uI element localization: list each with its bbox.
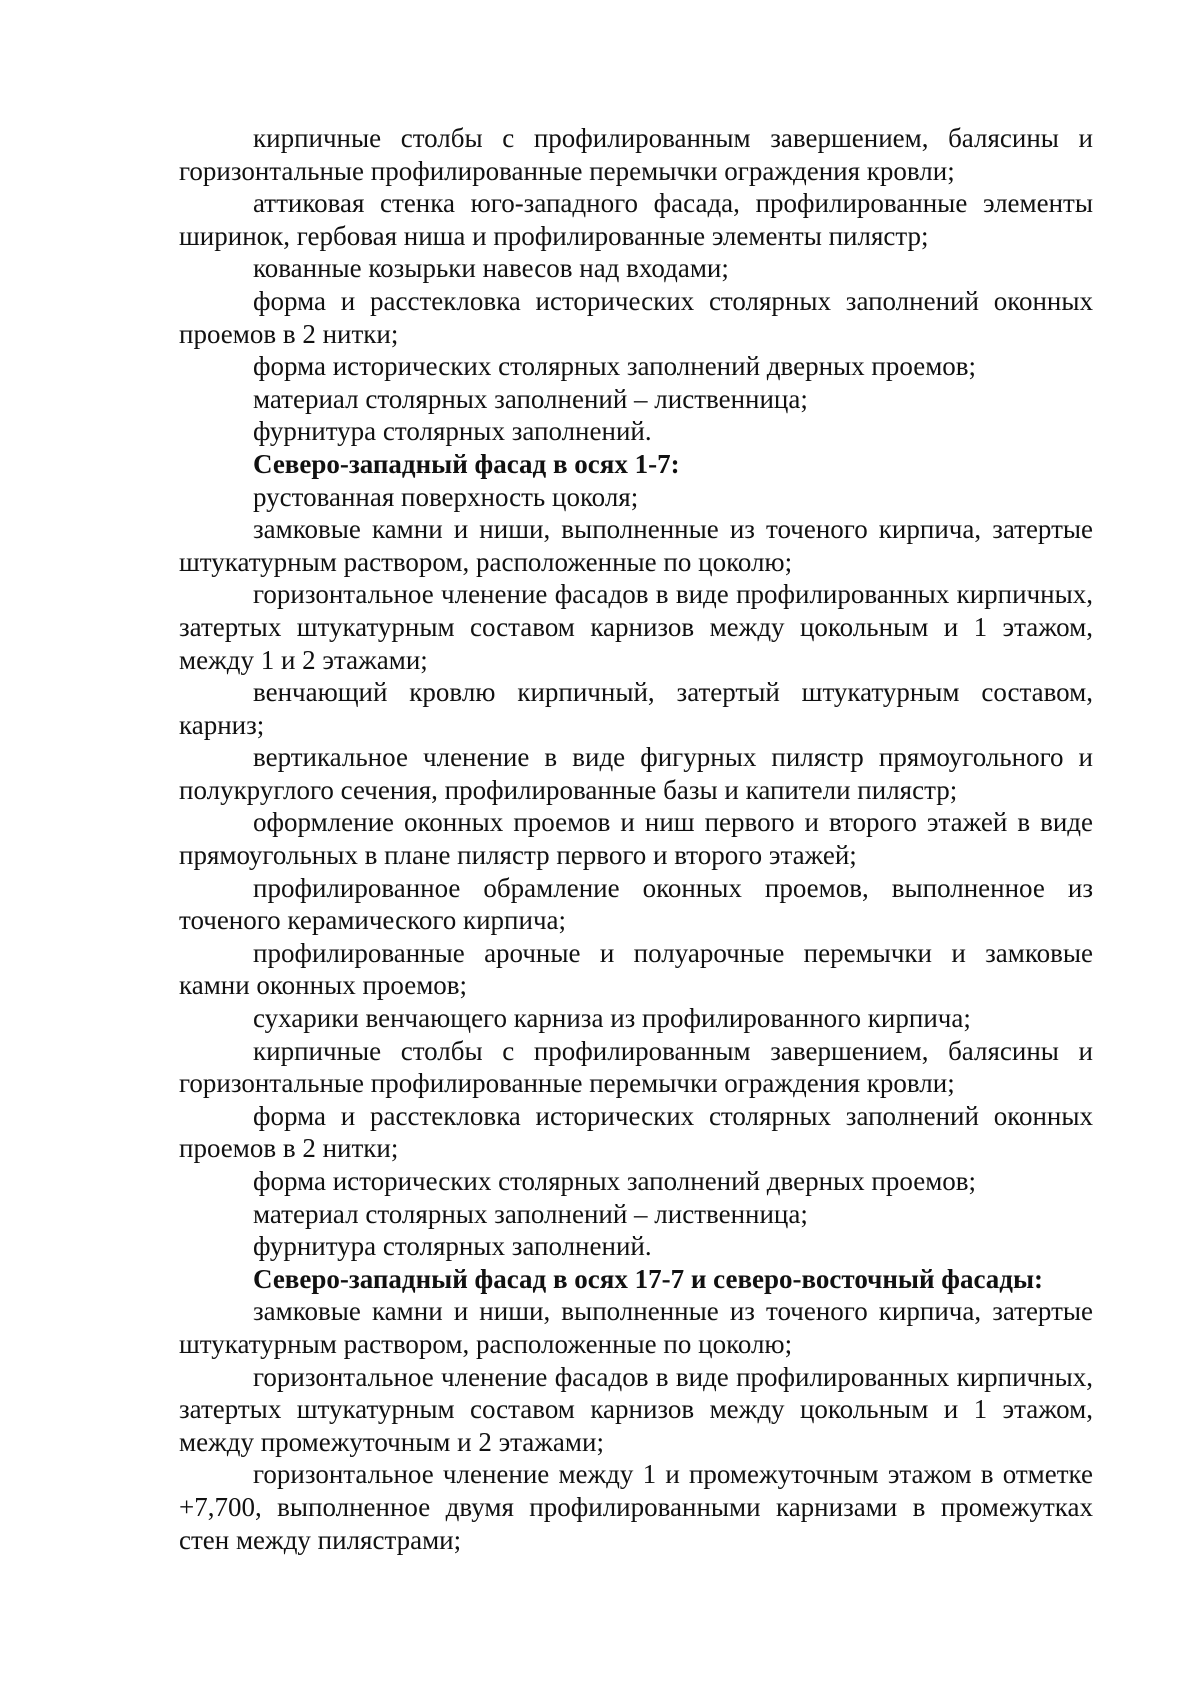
paragraph: форма и расстекловка исторических столярных заполнений оконных проемов в 2 нитки; <box>179 285 1093 349</box>
paragraph: кирпичные столбы с профилированным завершением, балясины и горизонтальные профилированные перемычки ограждения кровли; <box>179 1035 1093 1099</box>
paragraph: форма исторических столярных заполнений дверных проемов; <box>253 351 977 382</box>
paragraph: замковые камни и ниши, выполненные из точеного кирпича, затертые штукатурным раствором, расположенные по цоколю; <box>179 514 1093 577</box>
paragraph: горизонтальное членение между 1 и промежуточным этажом в отметке +7,700, выполненное двумя профилированными карнизами в промежутках стен между пилястрами; <box>179 1459 1093 1555</box>
paragraph: кованные козырьки навесов над входами; <box>253 253 729 284</box>
paragraph: рустованная поверхность цоколя; <box>253 481 639 512</box>
paragraph: материал столярных заполнений – лиственница; <box>253 383 808 414</box>
paragraph: форма исторических столярных заполнений дверных проемов; <box>253 1166 977 1196</box>
paragraph: форма и расстекловка исторических столярных заполнений оконных проемов в 2 нитки; <box>179 1100 1093 1164</box>
section-heading: Северо-западный фасад в осях 1-7: <box>253 448 680 479</box>
paragraph: венчающий кровлю кирпичный, затертый штукатурным составом, карниз; <box>179 677 1093 740</box>
paragraph: материал столярных заполнений – лиственница; <box>253 1198 808 1229</box>
paragraph: вертикальное членение в виде фигурных пилястр прямоугольного и полукруглого сечения, профилированные базы и капители пилястр; <box>179 742 1093 805</box>
paragraph: профилированные арочные и полуарочные перемычки и замковые камни оконных проемов; <box>179 937 1093 1001</box>
paragraph: горизонтальное членение фасадов в виде профилированных кирпичных, затертых штукатурным составом карнизов между цокольным и 1 этажом, между промежуточным и 2 этажами; <box>179 1361 1093 1457</box>
paragraph: фурнитура столярных заполнений. <box>253 416 652 447</box>
paragraph: фурнитура столярных заполнений. <box>253 1231 652 1262</box>
paragraph: оформление оконных проемов и ниш первого и второго этажей в виде прямоугольных в плане пилястр первого и второго этажей; <box>179 807 1093 871</box>
paragraph: аттиковая стенка юго-западного фасада, профилированные элементы ширинок, гербовая ниша и профилированные элементы пилястр; <box>179 188 1093 251</box>
paragraph: кирпичные столбы с профилированным завершением, балясины и горизонтальные профилированные перемычки ограждения кровли; <box>179 123 1093 186</box>
paragraph: горизонтальное членение фасадов в виде профилированных кирпичных, затертых штукатурным составом карнизов между цокольным и 1 этажом, между 1 и 2 этажами; <box>179 579 1093 675</box>
paragraph: замковые камни и ниши, выполненные из точеного кирпича, затертые штукатурным раствором, расположенные по цоколю; <box>179 1296 1093 1359</box>
document-body <box>179 122 1093 1556</box>
paragraph: сухарики венчающего карниза из профилированного кирпича; <box>253 1003 971 1034</box>
section-heading: Северо-западный фасад в осях 17-7 и северо-восточный фасады: <box>253 1263 1044 1294</box>
paragraph: профилированное обрамление оконных проемов, выполненное из точеного керамического кирпича; <box>179 872 1093 936</box>
